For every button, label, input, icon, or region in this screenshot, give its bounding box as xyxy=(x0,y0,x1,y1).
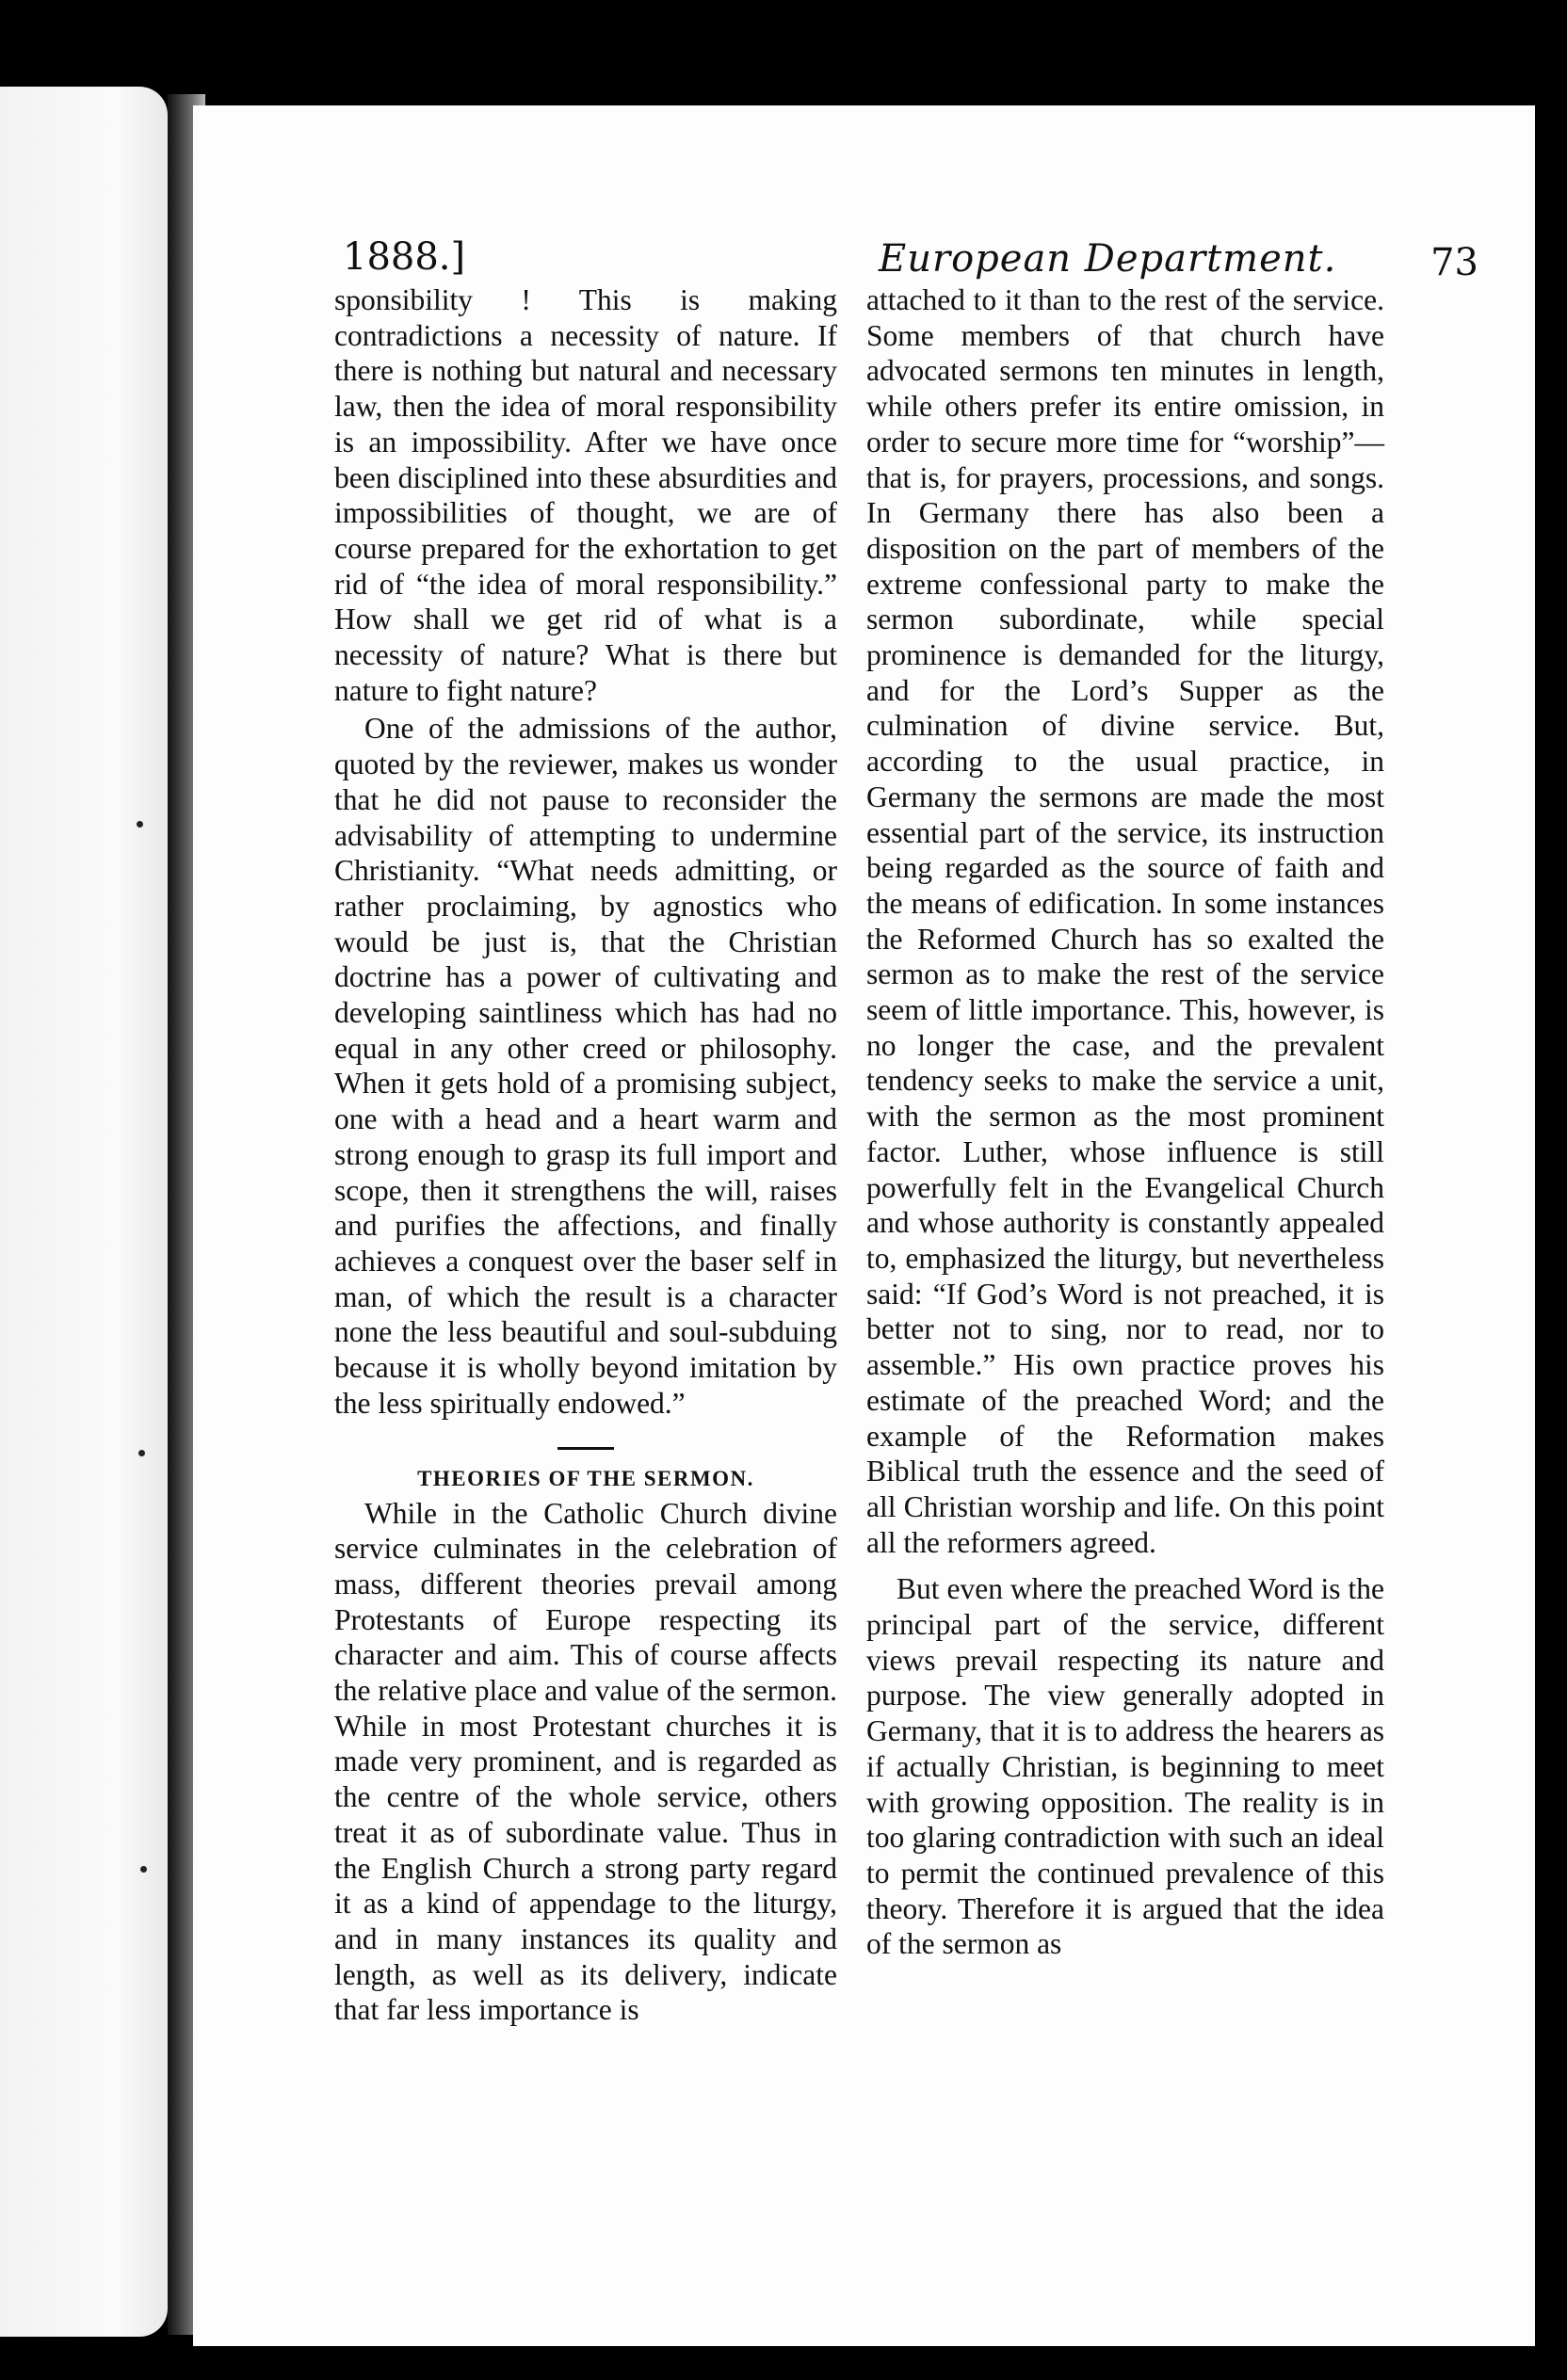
header-year: 1888.] xyxy=(343,235,466,279)
header-title: European Department. xyxy=(879,237,1337,281)
left-column xyxy=(334,282,837,2028)
paragraph: sponsibility ! This is making contradictions a necessity of nature. If there is nothing but natural and necessary law, then the idea of moral responsibility is an impossibility. After we have once been disciplined into these absurdities and impossibilities of thought, we are of course prepared for the exhortation to get rid of “the idea of moral responsibility.” How shall we get rid of what is a necessity of nature? What is there but nature to fight nature? xyxy=(334,283,837,707)
scanned-page xyxy=(193,105,1535,2346)
section-heading: THEORIES OF THE SERMON. xyxy=(417,1466,754,1490)
paragraph: While in the Catholic Church divine service culminates in the celebration of mass, different theories prevail among Protestants of Europe respecting its character and aim. This of course affects the relative place and value of the sermon. While in most Protestant churches it is made very prominent, and is regarded as the centre of the whole service, others treat it as of subordinate value. Thus in the English Church a strong party regard it as a kind of appendage to the liturgy, and in many instances its quality and length, as well as its delivery, indicate that far less importance is xyxy=(334,1496,837,2027)
paragraph: One of the admissions of the author, quoted by the reviewer, makes us wonder that he did not pause to reconsider the advisability of attempting to undermine Christianity. “What needs admitting, or rather proclaiming, by agnostics who would be just is, that the Christian doctrine has a power of cultivating and developing saintliness which has had no equal in any other creed or philosophy. When it gets hold of a promising subject, one with a head and a heart warm and strong enough to grasp its full import and scope, then it strengthens the will, raises and purifies the affections, and finally achieves a conquest over the baser self in man, of which the result is a character none the less beautiful and soul-subduing because it is wholly beyond imitation by the less spiritually endowed.” xyxy=(334,712,837,1420)
facing-page-edge xyxy=(0,87,168,2337)
margin-mark xyxy=(140,1866,147,1873)
margin-mark xyxy=(137,821,143,828)
section-rule xyxy=(557,1447,614,1450)
page-number: 73 xyxy=(1430,241,1478,284)
paragraph: But even where the preached Word is the principal part of the service, different views prevail respecting its nature and purpose. The view generally adopted in Germany, that it is to address the hearers as if actually Christian, is beginning to meet with growing opposition. The reality is in too glaring contradiction with such an ideal to permit the continued prevalence of this theory. Therefore it is argued that the idea of the sermon as xyxy=(866,1572,1384,1961)
paragraph: attached to it than to the rest of the service. Some members of that church have advocated sermons ten minutes in length, while others prefer its entire omission, in order to secure more time for “worship”—that is, for prayers, processions, and songs. In Germany there has also been a disposition on the part of members of the extreme confessional party to make the sermon subordinate, while special prominence is demanded for the liturgy, and for the Lord’s Supper as the culmination of divine service. But, according to the usual practice, in Germany the sermons are made the most essential part of the service, its instruction being regarded as the source of faith and the means of edification. In some instances the Reformed Church has so exalted the sermon as to make the rest of the service seem of little importance. This, however, is no longer the case, and the prevalent tendency seeks to make the service a unit, with the sermon as the most prominent factor. Luther, whose influence is still powerfully felt in the Evangelical Church and whose authority is constantly appealed to, emphasized the liturgy, but nevertheless said: “If God’s Word is not preached, it is better not to sing, nor to read, nor to assemble.” His own practice proves his estimate of the preached Word; and the example of the Reformation makes Biblical truth the essence and the seed of all Christian worship and life. On this point all the reformers agreed. xyxy=(866,283,1384,1559)
running-header xyxy=(330,228,1478,284)
right-column xyxy=(866,282,1384,1962)
margin-mark xyxy=(138,1450,145,1456)
